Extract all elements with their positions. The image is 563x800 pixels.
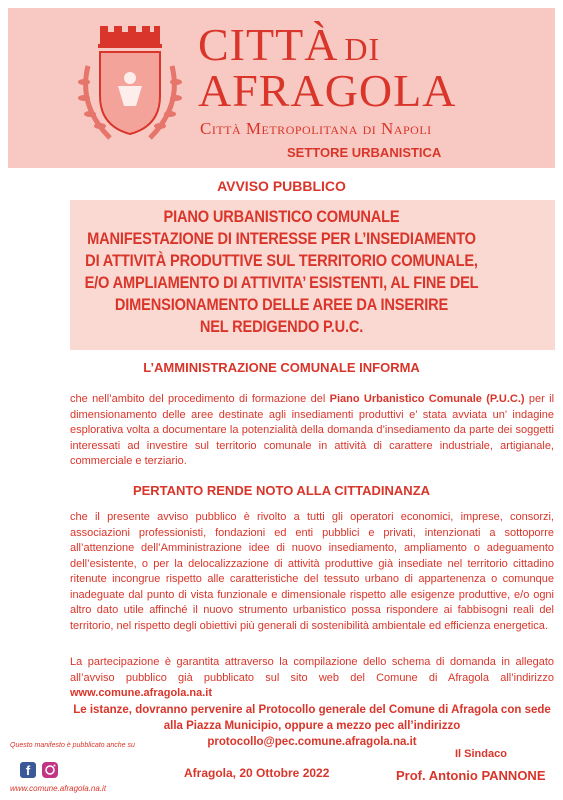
istanze-line2: alla Piazza Municipio, oppure a mezzo pec all’indirizzo [163, 720, 461, 732]
metro-subtitle: Città Metropolitana di Napoli [200, 119, 432, 138]
svg-text:f: f [25, 763, 31, 778]
sindaco-name: Prof. Antonio PANNONE [396, 768, 546, 783]
partecipazione-text: La partecipazione è garantita attraverso la compilazione dello schema di domanda in allegato all’avviso pubblico già pubblicato sul sito web del Comune di Afragola all’indirizzo [70, 656, 554, 684]
pec-address[interactable]: protocollo@pec.comune.afragola.na.it [207, 736, 417, 748]
paragraph-rende-noto: che il presente avviso pubblico è rivolto a tutti gli operatori economici, imprese, consorzi, associazioni professionisti, fondazioni ed enti pubblici e privati, intenzionati a sottoporre all’attenzione dell’Amministrazione idee di nuovo insediamento, ampliamento o adeguamento dell’esistente, o per la delocalizzazione di attività produttive già insediate nel territorio cittadino ritenute incongrue rispetto alle caratteristiche del tessuto urbano di appartenenza o comunque inadeguate dal punto di vista funzionale e dimensionale rispetto alle esigenze produttive, e/o ogni altro dato utile affinché il nuovo strumento urbanistico possa rispondere ai fabbisogni reali del territorio, nel rispetto degli obiettivi più generali di sostenibilità ambientale ed efficienza energetica. [70, 511, 554, 632]
puc-bold: Piano Urbanistico Comunale (P.U.C.) [329, 393, 525, 405]
footer-date: Afragola, 20 Ottobre 2022 [184, 766, 330, 780]
paragraph-partecipazione [70, 655, 554, 702]
avviso-heading: AVVISO PUBBLICO [217, 178, 346, 194]
istanze-line1: Le istanze, dovranno pervenire al Protocollo generale del Comune di Afragola con sede [73, 704, 551, 716]
title-line: NEL REDIGENDO P.U.C. [199, 317, 364, 336]
city-word-di: DI [344, 31, 381, 67]
instagram-icon[interactable] [42, 762, 58, 778]
informa-heading: L’AMMINISTRAZIONE COMUNALE INFORMA [143, 360, 420, 375]
city-title-line2: AFRAGOLA [198, 65, 457, 116]
title-line: E/O AMPLIAMENTO DI ATTIVITA’ ESISTENTI, AL FINE DEL [84, 273, 479, 292]
facebook-icon[interactable] [20, 762, 36, 778]
site-link[interactable]: www.comune.afragola.na.it [70, 687, 213, 699]
title-line: DI ATTIVITÀ PRODUTTIVE SUL TERRITORIO COMUNALE, [85, 251, 478, 270]
footer-site[interactable]: www.comune.afragola.na.it [10, 784, 107, 793]
title-line: MANIFESTAZIONE DI INTERESSE PER L’INSEDIAMENTO [87, 229, 476, 248]
rende-noto-heading: PERTANTO RENDE NOTO ALLA CITTADINANZA [132, 483, 431, 498]
social-icons [18, 760, 78, 780]
istanze-block [60, 702, 563, 750]
paragraph-informa-pre: che nell’ambito del procedimento di formazione del [70, 393, 330, 405]
city-word-citta: CITTÀ [198, 19, 339, 70]
paragraph-informa-post: per il dimensionamento delle aree destinate agli insediamenti produttivi e’ stata avviata un’ indagine esplorativa volta a documentare la potenzialità della domanda d’insediamento da parte dei soggetti interessati ad investire sul territorio comunale in attività di carattere industriale, artigianale, commerciale e terziario. [70, 393, 555, 467]
title-line: DIMENSIONAMENTO DELLE AREE DA INSERIRE [114, 295, 449, 314]
settore-label: SETTORE URBANISTICA [287, 145, 442, 160]
sindaco-label: Il Sindaco [455, 748, 507, 760]
crest-icon [70, 26, 190, 146]
footer-note: Questo manifesto è pubblicato anche su [10, 742, 135, 749]
paragraph-informa [70, 392, 554, 470]
title-line: PIANO URBANISTICO COMUNALE [163, 207, 400, 226]
notice-title [0, 206, 563, 338]
